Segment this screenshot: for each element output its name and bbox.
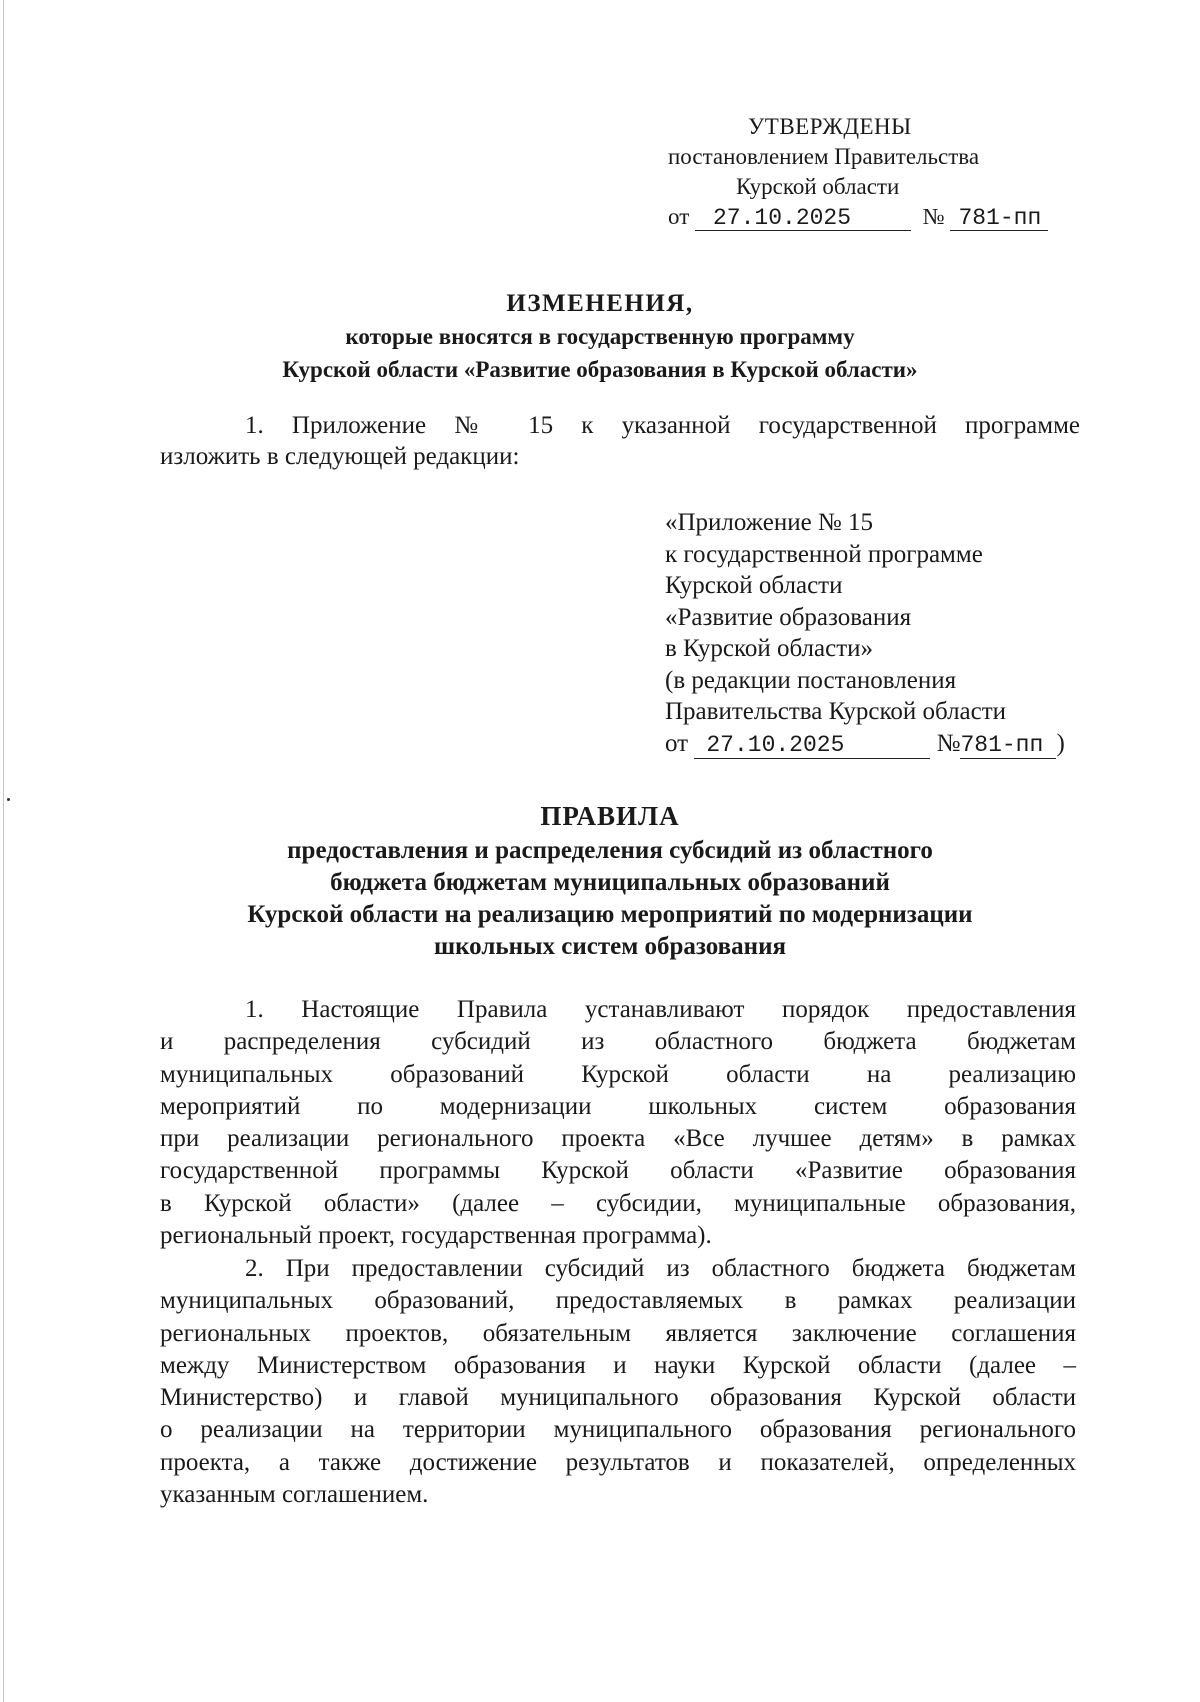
appendix-line-5: в Курской области»	[665, 635, 874, 662]
paragraph-1-line-2: изложить в следующей редакции:	[160, 443, 520, 470]
clause-2	[160, 1253, 1076, 1511]
clause-1-line: муниципальных образований Курской области на реализацию	[160, 1060, 1076, 1088]
approval-block	[668, 112, 1088, 232]
clause-2-line: проекта, а также достижение результатов и показателей, определенных	[160, 1448, 1076, 1476]
rules-subtitle-1: предоставления и распределения субсидий из областного	[287, 837, 933, 864]
appendix-line-2: к государственной программе	[665, 540, 983, 568]
approval-line-2: постановлением Правительства	[668, 144, 980, 169]
clause-2-line: между Министерством образования и науки Курской области (далее –	[160, 1351, 1076, 1379]
appendix-line-1: «Приложение № 15	[665, 509, 874, 536]
clause-1-line: в Курской области» (далее – субсидии, муниципальные образования,	[160, 1189, 1076, 1217]
appendix-block	[665, 507, 1085, 759]
clause-1-line: региональный проект, государственная программа).	[160, 1222, 712, 1250]
approval-date-line	[668, 202, 1088, 232]
rules-title: ПРАВИЛА	[540, 801, 680, 831]
approval-title: УТВЕРЖДЕНЫ	[748, 114, 912, 139]
paragraph-1	[160, 410, 1080, 472]
approval-line-3: Курской области	[736, 174, 900, 199]
appendix-number-label: №	[936, 729, 961, 757]
changes-subtitle-2: Курской области «Развитие образования в Курской области»	[282, 357, 918, 382]
appendix-close-paren: )	[1056, 729, 1065, 757]
clause-1-line: и распределения субсидий из областного бюджета бюджетам	[160, 1028, 1076, 1056]
clause-1-line: мероприятий по модернизации школьных систем образования	[160, 1092, 1076, 1120]
appendix-from-label: от	[665, 729, 689, 757]
clause-2-line: 2. При предоставлении субсидий из областного бюджета бюджетам	[245, 1255, 1076, 1282]
approval-date: 27.10.2025	[695, 206, 911, 231]
appendix-line-6: (в редакции постановления	[665, 666, 957, 694]
clause-1-line: при реализации регионального проекта «Все лучшее детям» в рамках	[160, 1125, 1076, 1153]
clause-2-line: муниципальных образований, предоставляемых в рамках реализации	[160, 1287, 1076, 1315]
appendix-line-4: «Развитие образования	[665, 603, 912, 631]
changes-subtitle-1: которые вносятся в государственную программу	[345, 324, 855, 349]
appendix-date-line	[665, 728, 1085, 760]
paragraph-1-line-1: 1. Приложение № 15 к указанной государственной программе	[245, 412, 1080, 439]
clause-2-line: о реализации на территории муниципального образования регионального	[160, 1416, 1076, 1444]
rules-subtitle-3: Курской области на реализацию мероприятий по модернизации	[247, 901, 973, 928]
rules-subtitle-2: бюджета бюджетам муниципальных образований	[330, 869, 890, 896]
clause-2-line: региональных проектов, обязательным является заключение соглашения	[160, 1319, 1076, 1347]
approval-from-label: от	[668, 204, 690, 229]
rules-subtitle-4: школьных систем образования	[433, 933, 787, 960]
changes-title: ИЗМЕНЕНИЯ,	[506, 290, 694, 317]
appendix-line-3: Курской области	[665, 572, 843, 599]
clause-1-line: 1. Настоящие Правила устанавливают порядок предоставления	[245, 996, 1076, 1023]
clause-2-line: Министерство) и главой муниципального образования Курской области	[160, 1384, 1076, 1412]
appendix-date: 27.10.2025	[694, 732, 930, 759]
clause-1-line: государственной программы Курской области «Развитие образования	[160, 1157, 1076, 1185]
approval-number: 781-пп	[950, 206, 1048, 231]
appendix-number: 781-пп	[960, 732, 1056, 759]
appendix-line-7: Правительства Курской области	[665, 698, 1007, 725]
approval-number-label: №	[922, 204, 945, 229]
clause-1	[160, 994, 1076, 1252]
clause-2-line: указанным соглашением.	[160, 1481, 429, 1509]
